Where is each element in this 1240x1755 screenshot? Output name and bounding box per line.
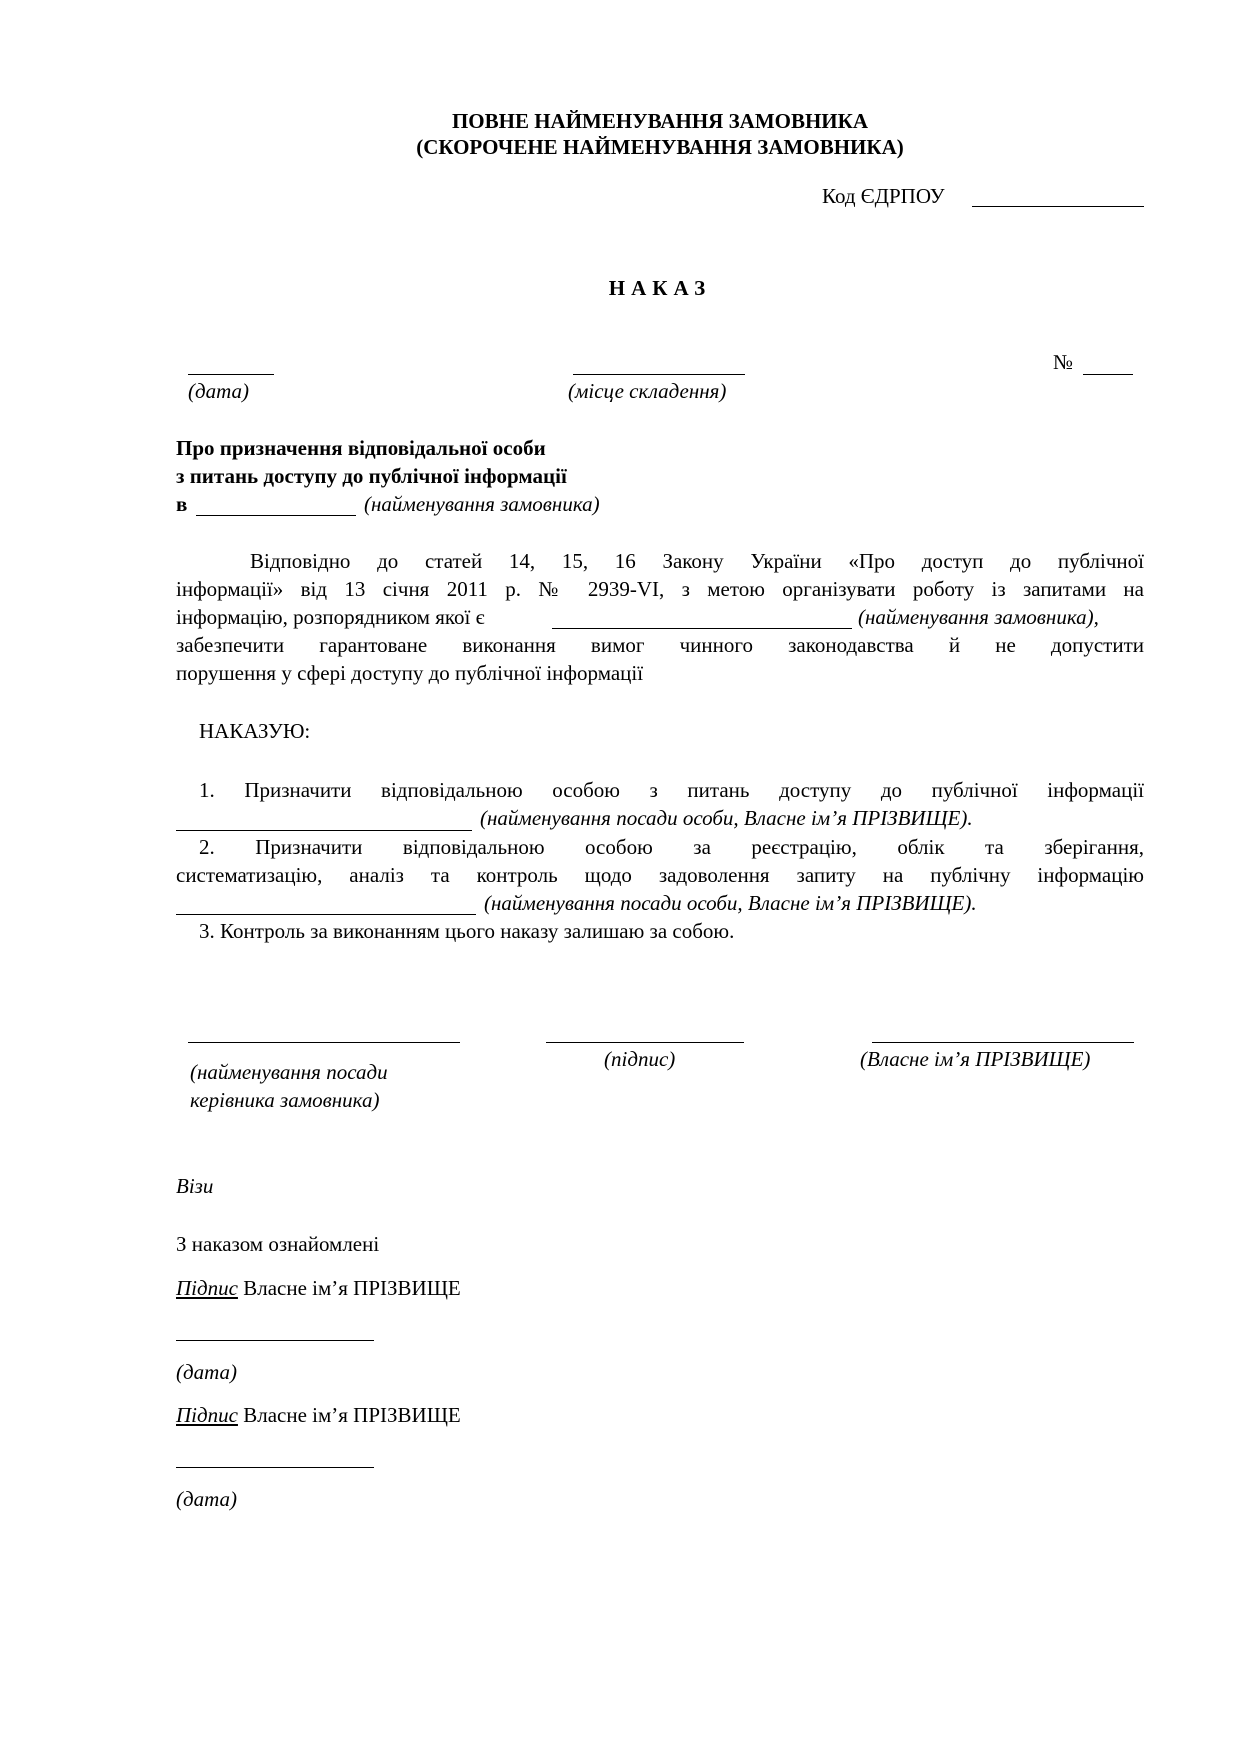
- subject-blank-line: [196, 515, 356, 516]
- item-3-line: 3. Контроль за виконанням цього наказу залишаю за собою.: [199, 919, 735, 943]
- number-line: [1083, 374, 1133, 375]
- ack-date-line-2: [176, 1467, 374, 1468]
- subject-line-2: з питань доступу до публічної інформації: [176, 464, 567, 488]
- place-caption: (місце складення): [568, 379, 727, 403]
- item-2-caption: (найменування посади особи, Власне ім’я ПРІЗВИЩЕ).: [484, 891, 977, 915]
- subject-line-3-caption: (найменування замовника): [364, 492, 600, 516]
- ack-entry-2: Підпис Власне ім’я ПРІЗВИЩЕ: [176, 1403, 461, 1427]
- body-blank-line: [552, 628, 852, 629]
- item-2-blank-line: [176, 914, 476, 915]
- position-line: [188, 1042, 460, 1043]
- number-label: №: [1053, 350, 1074, 374]
- item-2-line-2: систематизацію, аналіз та контроль щодо задоволення запиту на публічну інформацію: [176, 863, 1144, 887]
- item-1-line-1: 1. Призначити відповідальною особою з питань доступу до публічної інформації: [199, 778, 1144, 802]
- acknowledged-label: З наказом ознайомлені: [176, 1232, 380, 1256]
- order-title: НАКАЗ: [608, 276, 712, 300]
- body-line-3-caption: (найменування замовника),: [858, 605, 1099, 629]
- ack-date-caption-1: (дата): [176, 1360, 238, 1384]
- body-line-3: інформацію, розпорядником якої є: [176, 605, 485, 629]
- ack-date-line-1: [176, 1340, 374, 1341]
- visas-label: Візи: [176, 1174, 214, 1198]
- body-line-5: порушення у сфері доступу до публічної інформації: [176, 661, 644, 685]
- date-line: [188, 374, 274, 375]
- customer-short-name: (СКОРОЧЕНЕ НАЙМЕНУВАННЯ ЗАМОВНИКА): [416, 135, 904, 159]
- position-caption-1: (найменування посади: [190, 1060, 388, 1084]
- customer-full-name: ПОВНЕ НАЙМЕНУВАННЯ ЗАМОВНИКА: [451, 109, 869, 133]
- signature-line: [546, 1042, 744, 1043]
- subject-line-3-prefix: в: [176, 492, 188, 516]
- name-line: [872, 1042, 1134, 1043]
- item-1-blank-line: [176, 830, 472, 831]
- subject-line-1: Про призначення відповідальної особи: [176, 436, 546, 460]
- item-1-caption: (найменування посади особи, Власне ім’я ПРІЗВИЩЕ).: [480, 806, 973, 830]
- position-caption-2: керівника замовника): [190, 1088, 380, 1112]
- name-caption: (Власне ім’я ПРІЗВИЩЕ): [860, 1047, 1091, 1071]
- body-line-2: інформації» від 13 січня 2011 р. № 2939-VI, з метою організувати роботу із запитами на: [176, 577, 1144, 601]
- place-line: [573, 374, 745, 375]
- signature-caption: (підпис): [604, 1047, 676, 1071]
- item-2-line-1: 2. Призначити відповідальною особою за реєстрацію, облік та зберігання,: [199, 835, 1144, 859]
- ack-date-caption-2: (дата): [176, 1487, 238, 1511]
- body-line-1: Відповідно до статей 14, 15, 16 Закону України «Про доступ до публічної: [250, 549, 1144, 573]
- order-keyword: НАКАЗУЮ:: [199, 719, 311, 743]
- ack-entry-1: Підпис Власне ім’я ПРІЗВИЩЕ: [176, 1276, 461, 1300]
- date-caption: (дата): [188, 379, 250, 403]
- edrpou-label: Код ЄДРПОУ: [822, 184, 945, 208]
- edrpou-field-line: [972, 206, 1144, 207]
- body-line-4: забезпечити гарантоване виконання вимог чинного законодавства й не допустити: [176, 633, 1144, 657]
